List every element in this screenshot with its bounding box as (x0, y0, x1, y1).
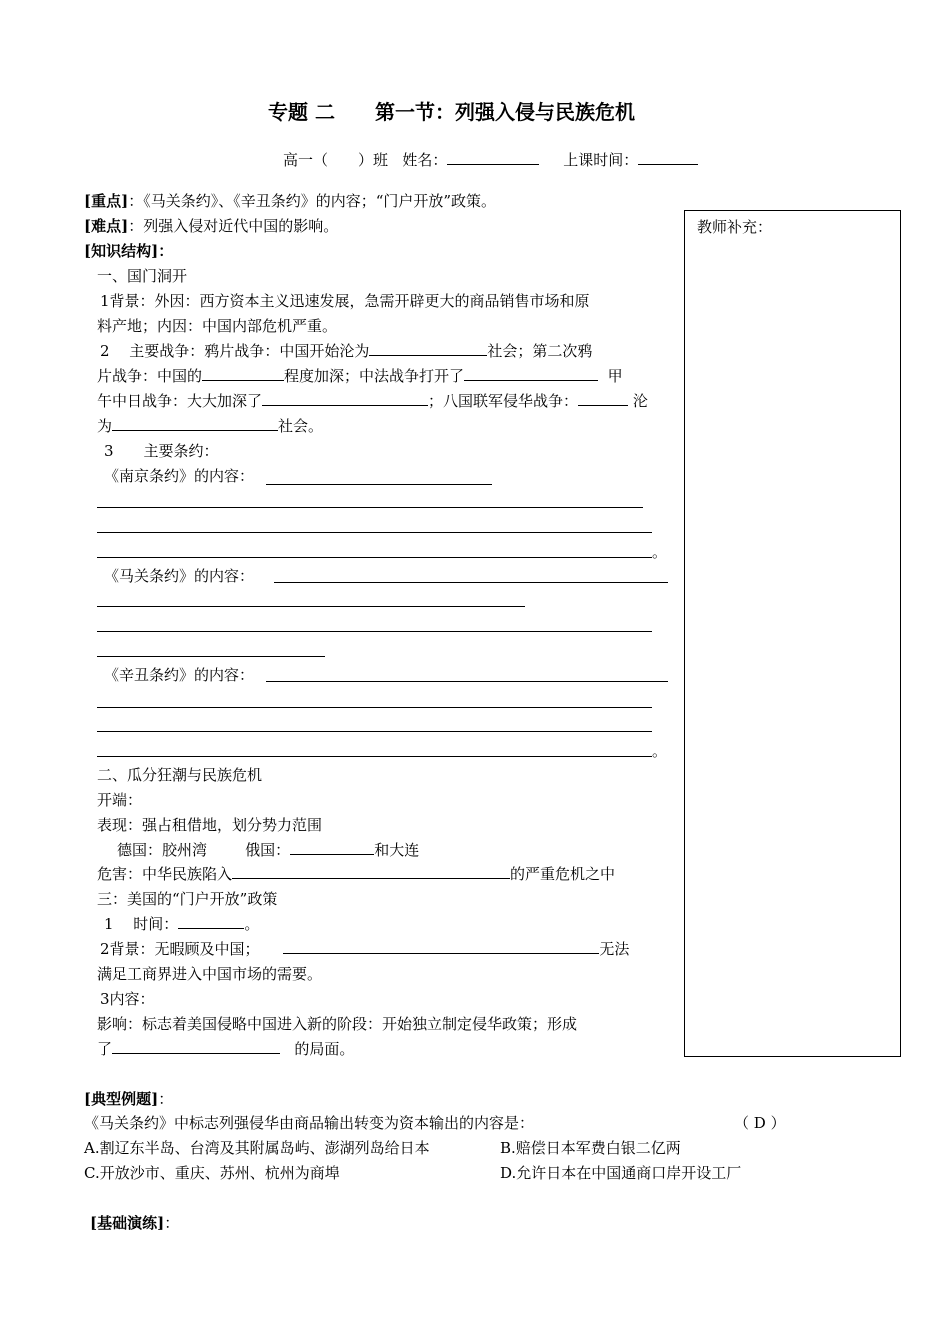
class-line (283, 150, 698, 170)
blank-opium-war[interactable] (369, 341, 487, 356)
wars-text-d: 程度加深；中法战争打开了 (284, 367, 465, 385)
basic-colon: ： (164, 1214, 180, 1232)
impact-text-c: 的局面。 (294, 1040, 355, 1058)
blank-open-door-time[interactable] (178, 914, 244, 929)
background-line-2: 料产地；内因：中国内部危机严重。 (97, 317, 338, 335)
option-c[interactable]: C.开放沙市、重庆、苏州、杭州为商埠 (84, 1164, 340, 1182)
section3-heading: 三：美国的“门户开放”政策 (97, 890, 278, 908)
maguan-answer-line[interactable] (274, 582, 668, 583)
maguan-label: 《马关条约》的内容： (104, 567, 255, 585)
open-door-impact-1: 影响：标志着美国侵略中国进入新的阶段：开始独立制定侵华政策；形成 (97, 1015, 578, 1033)
wars-text-g: ；八国联军侵华战争： (428, 392, 579, 410)
wars-text-b: 社会；第二次鸦 (487, 342, 593, 360)
harm-line (97, 864, 615, 884)
xinchou-label: 《辛丑条约》的内容： (104, 666, 255, 684)
nanjing-answer-line[interactable] (97, 507, 643, 508)
harm-text-a: 危害：中华民族陷入 (97, 865, 233, 883)
teacher-notes-box[interactable] (684, 210, 901, 1057)
structure-label: [知识结构]： (84, 242, 174, 260)
blank-russia-lease[interactable] (290, 840, 374, 855)
difficulty-label: [难点] (84, 217, 129, 235)
section2-heading: 二、瓜分狂潮与民族危机 (97, 766, 263, 784)
example-heading (84, 1089, 173, 1109)
xinchou-period: 。 (652, 742, 668, 760)
name-label: 姓名： (402, 151, 448, 169)
open-door-bg-line (100, 939, 629, 959)
focus-line (84, 191, 496, 211)
wars-line-3 (97, 391, 648, 411)
xinchou-answer-line[interactable] (266, 681, 668, 682)
open-door-impact-2 (97, 1039, 354, 1059)
class-prefix: 高一（ ）班 (283, 151, 389, 169)
blank-eight-nation[interactable] (578, 391, 628, 406)
name-blank[interactable] (447, 150, 539, 165)
wars-text-c: 片战争：中国的 (97, 367, 203, 385)
blank-national-crisis[interactable] (232, 864, 510, 879)
germany-text: 德国：胶州湾 (117, 841, 208, 859)
time-blank[interactable] (638, 150, 698, 165)
example-colon: ： (158, 1090, 174, 1108)
dalian-text: 和大连 (374, 841, 420, 859)
treaties-heading: 3 主要条约： (104, 442, 219, 460)
xinchou-answer-line[interactable] (97, 731, 652, 732)
basic-heading (90, 1213, 179, 1233)
open-door-time-line (104, 914, 259, 934)
section1-heading: 一、国门洞开 (97, 267, 188, 285)
time-label: 上课时间： (563, 151, 639, 169)
wars-text-i: 为 (97, 417, 113, 435)
wars-text-e: 甲 (607, 367, 623, 385)
open-door-content: 3内容： (100, 990, 155, 1008)
bg-text-b: 无法 (599, 940, 630, 958)
wars-line-4 (97, 416, 323, 436)
blank-open-door-bg[interactable] (283, 939, 599, 954)
wars-line-1 (100, 341, 592, 361)
basic-label: [基础演练] (90, 1214, 165, 1232)
focus-label: [重点] (84, 192, 129, 210)
maguan-answer-line[interactable] (97, 656, 325, 657)
nanjing-answer-line[interactable] (97, 532, 652, 533)
xinchou-answer-line[interactable] (97, 756, 652, 757)
wars-text-h: 沦 (632, 392, 648, 410)
harm-text-b: 的严重危机之中 (510, 865, 616, 883)
example-question: 《马关条约》中标志列强侵华由商品输出转变为资本输出的内容是： (84, 1114, 535, 1132)
nanjing-label: 《南京条约》的内容： (104, 467, 255, 485)
maguan-answer-line[interactable] (97, 631, 652, 632)
example-label: [典型例题] (84, 1090, 159, 1108)
impact-text-b: 了 (97, 1040, 113, 1058)
blank-open-door-impact[interactable] (112, 1039, 280, 1054)
option-a[interactable]: A.割辽东半岛、台湾及其附属岛屿、澎湖列岛给日本 (84, 1139, 430, 1157)
xinchou-answer-line[interactable] (97, 707, 652, 708)
blank-second-opium-war[interactable] (202, 366, 284, 381)
blank-sino-japanese-war[interactable] (262, 391, 428, 406)
page-title: 专题 二 第一节：列强入侵与民族危机 (268, 100, 635, 124)
maguan-answer-line[interactable] (97, 606, 525, 607)
background-line-1: 1背景：外因：西方资本主义迅速发展，急需开辟更大的商品销售市场和原 (100, 292, 590, 310)
focus-text: ：《马关条约》、《辛丑条约》的内容；“门户开放”政策。 (128, 192, 497, 210)
time-text: 1 时间： (104, 915, 179, 933)
nanjing-answer-line[interactable] (97, 557, 652, 558)
difficulty-line (84, 216, 338, 236)
nanjing-period: 。 (652, 543, 668, 561)
wars-text-f: 午中日战争：大大加深了 (97, 392, 263, 410)
section2-manifestation: 表现：强占租借地，划分势力范围 (97, 816, 323, 834)
wars-line-2 (97, 366, 623, 386)
russia-text: 俄国： (245, 841, 291, 859)
bg-text-a: 2背景：无暇顾及中国； (100, 940, 260, 958)
nanjing-answer-line[interactable] (266, 484, 492, 485)
open-door-bg-line-2: 满足工商界进入中国市场的需要。 (97, 965, 323, 983)
germany-russia-line (117, 840, 419, 860)
wars-text-j: 社会。 (278, 417, 324, 435)
option-d[interactable]: D.允许日本在中国通商口岸开设工厂 (500, 1164, 742, 1182)
section2-start: 开端： (97, 791, 143, 809)
teacher-notes-label: 教师补充： (697, 218, 773, 236)
example-answer: （ D ） (734, 1114, 786, 1132)
time-period: 。 (244, 915, 260, 933)
wars-text-a: 2 主要战争：鸦片战争：中国开始沦为 (100, 342, 370, 360)
difficulty-text: ：列强入侵对近代中国的影响。 (128, 217, 339, 235)
blank-sino-french-war[interactable] (464, 366, 598, 381)
option-b[interactable]: B.赔偿日本军费白银二亿两 (500, 1139, 681, 1157)
blank-semi-colonial[interactable] (112, 416, 278, 431)
